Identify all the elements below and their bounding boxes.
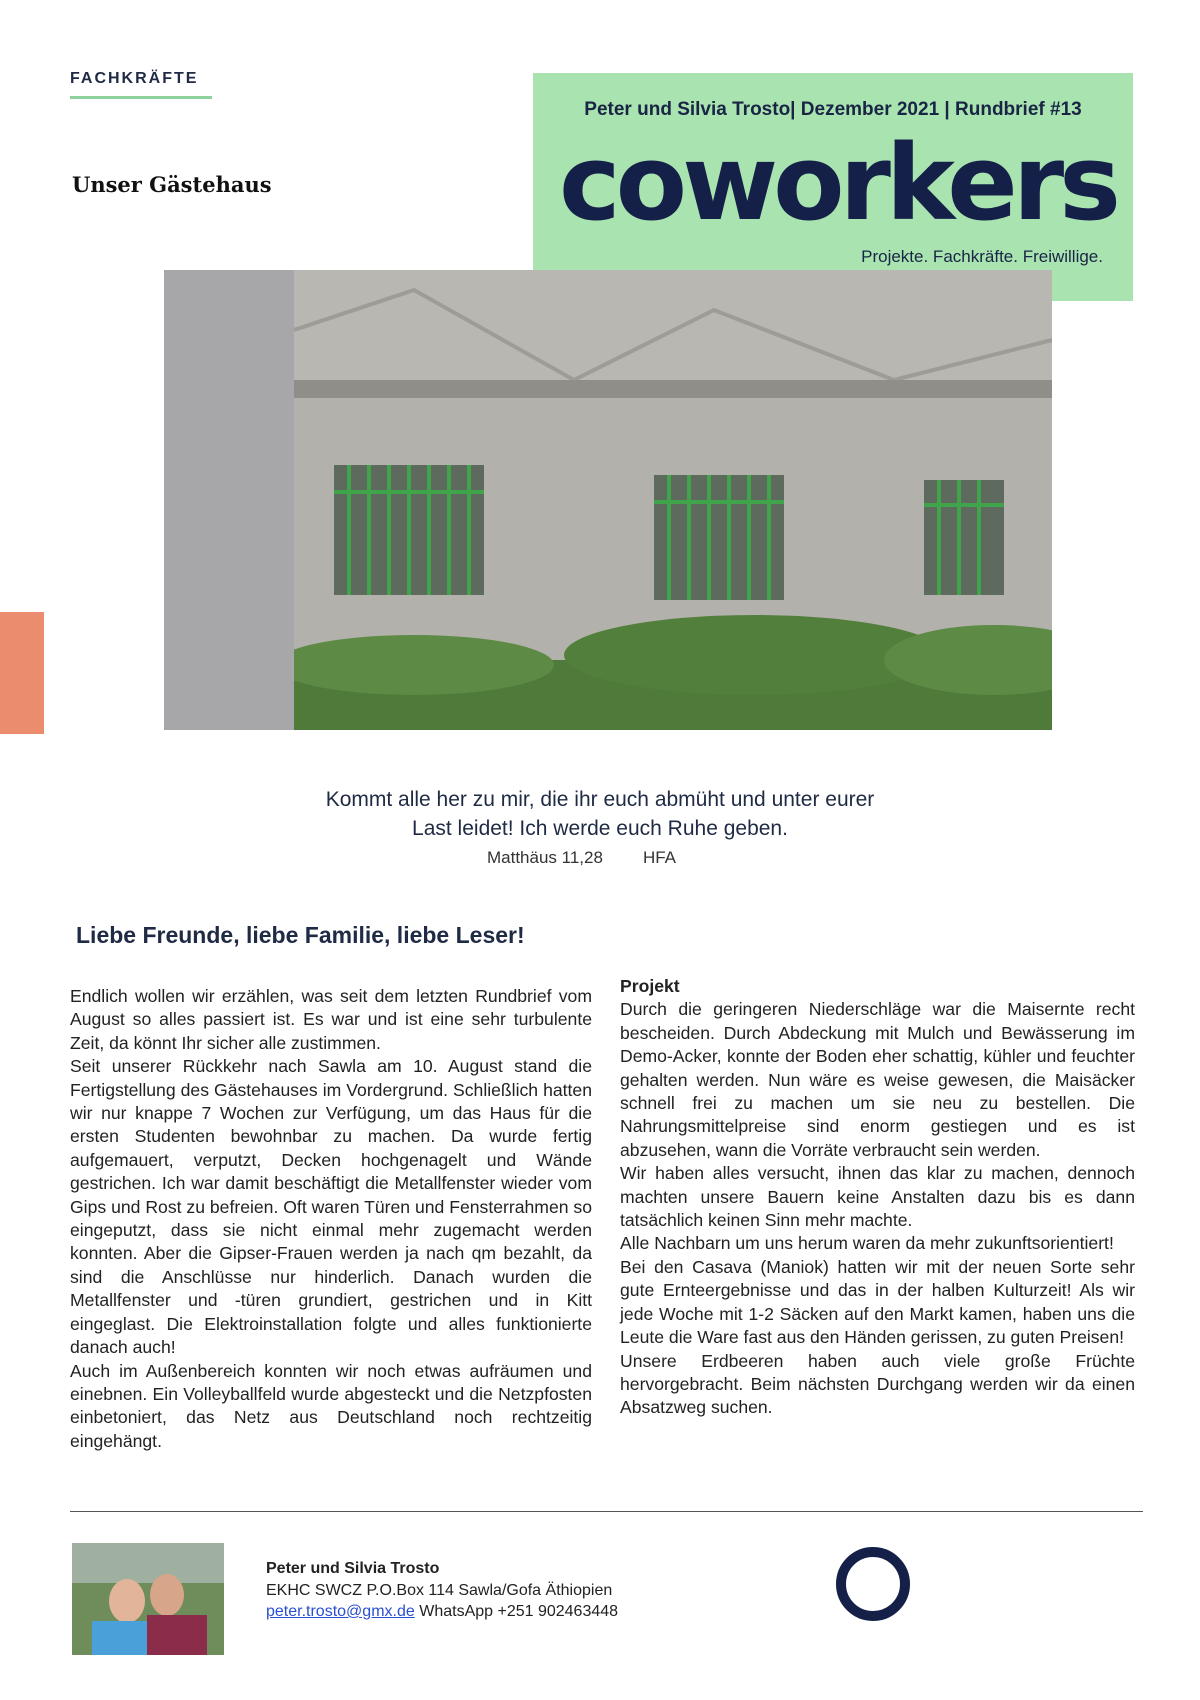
right-paragraph: Durch die geringeren Niederschläge war die Maisernte recht bescheiden. Durch Abdeckung mit Mulch und Bewässerung im Demo-Acker, konnte der Boden eher schattig, kühler und feuchter gehalten werden. Nun wäre es weise gewesen, die Maisäcker schnell frei zu machen um sie neu zu bestellen. Die Nahrungsmittelpreise sind enorm gestiegen und es ist abzusehen, wann die Vorräte verbraucht sein werden. bbox=[620, 999, 1135, 1160]
right-paragraph: Bei den Casava (Maniok) hatten wir mit der neuen Sorte sehr gute Ernteergebnisse und das in der halben Kulturzeit! Als wir jede Woche mit 1-2 Säcken auf den Markt kamen, haben uns die Leute die Ware fast aus den Händen gerissen, zu guten Preisen! bbox=[620, 1256, 1135, 1348]
footer-name: Peter und Silvia Trosto bbox=[266, 1560, 440, 1577]
right-column bbox=[620, 975, 1135, 1420]
email-link[interactable]: peter.trosto@gmx.de bbox=[266, 1603, 415, 1620]
verse-line-2: Last leidet! Ich werde euch Ruhe geben. bbox=[412, 817, 788, 840]
tagline: Projekte. Fachkräfte. Freiwillige. bbox=[861, 247, 1103, 266]
verse-line-1: Kommt alle her zu mir, die ihr euch abmüht und unter eurer bbox=[325, 788, 875, 811]
left-paragraph: Seit unserer Rückkehr nach Sawla am 10. August stand die Fertigstellung des Gästehauses im Vordergrund. Schließlich hatten wir nur knappe 7 Wochen zur Verfügung, um das Haus für die ersten Studenten bewohnbar zu machen. Da wurde fertig aufgemauert, verputzt, Decken hochgenagelt und Wände gestrichen. Ich war damit beschäftigt die Metallfenster wieder vom Gips und Rost zu befreien. Oft waren Türen und Fensterrahmen so eingeputzt, dass sie nicht einmal mehr zugemacht werden konnten. Aber die Gipser-Frauen werden ja nach qm bezahlt, da sind die Anschlüsse nur hinderlich. Danach wurden die Metallfenster und -türen grundiert, gestrichen und in Kitt eingeglast. Die Elektroinstallation folgte und alles funktionierte danach auch! bbox=[70, 1056, 592, 1358]
footer-contact bbox=[266, 1603, 618, 1621]
verse-reference bbox=[487, 848, 716, 868]
right-paragraph: Wir haben alles versucht, ihnen das klar zu machen, dennoch machten unsere Bauern keine Anstalten dazu bis es dann tatsächlich keinen Sinn mehr machte. bbox=[620, 1163, 1135, 1231]
guesthouse-illustration bbox=[294, 270, 1052, 730]
whatsapp-number: WhatsApp +251 902463448 bbox=[419, 1603, 619, 1620]
section-label: FACHKRÄFTE bbox=[70, 70, 199, 87]
left-paragraph: Auch im Außenbereich konnten wir noch etwas aufräumen und einebnen. Ein Volleyballfeld wurde abgesteckt und die Netzpfosten einbetoniert, das Netz aus Deutschland noch rechtzeitig eingehängt. bbox=[70, 1360, 592, 1451]
author-photo bbox=[72, 1543, 224, 1655]
project-heading: Projekt bbox=[620, 976, 680, 996]
author-photo-illustration bbox=[72, 1543, 224, 1655]
masthead bbox=[533, 73, 1133, 301]
coworkers-logo: coworkers bbox=[559, 122, 1117, 244]
guesthouse-photo bbox=[294, 270, 1052, 730]
issue-info: Peter und Silvia Trosto| Dezember 2021 | Rundbrief #13 bbox=[584, 99, 1082, 120]
left-column bbox=[70, 985, 592, 1453]
coworkers-ring-logo-icon bbox=[836, 1547, 910, 1621]
article-title: Unser Gästehaus bbox=[72, 172, 272, 197]
greeting-heading: Liebe Freunde, liebe Familie, liebe Leser! bbox=[76, 922, 525, 948]
decorative-orange-bar bbox=[0, 612, 44, 734]
right-paragraph: Unsere Erdbeeren haben auch viele große Früchte hervorgebracht. Beim nächsten Durchgang werden wir da einen Absatzweg suchen. bbox=[620, 1350, 1135, 1418]
section-underline bbox=[70, 96, 212, 99]
footer-address: EKHC SWCZ P.O.Box 114 Sawla/Gofa Äthiopien bbox=[266, 1582, 613, 1599]
verse-citation: Matthäus 11,28 bbox=[487, 848, 603, 867]
verse-translation: HFA bbox=[642, 848, 676, 867]
decorative-gray-bar bbox=[164, 270, 294, 730]
left-paragraph: Endlich wollen wir erzählen, was seit dem letzten Rundbrief vom August so alles passiert ist. Es war und ist eine sehr turbulente Zeit, da könnt Ihr sicher alle zustimmen. bbox=[70, 986, 592, 1053]
footer-divider bbox=[70, 1511, 1143, 1512]
right-paragraph: Alle Nachbarn um uns herum waren da mehr zukunftsorientiert! bbox=[620, 1233, 1114, 1254]
